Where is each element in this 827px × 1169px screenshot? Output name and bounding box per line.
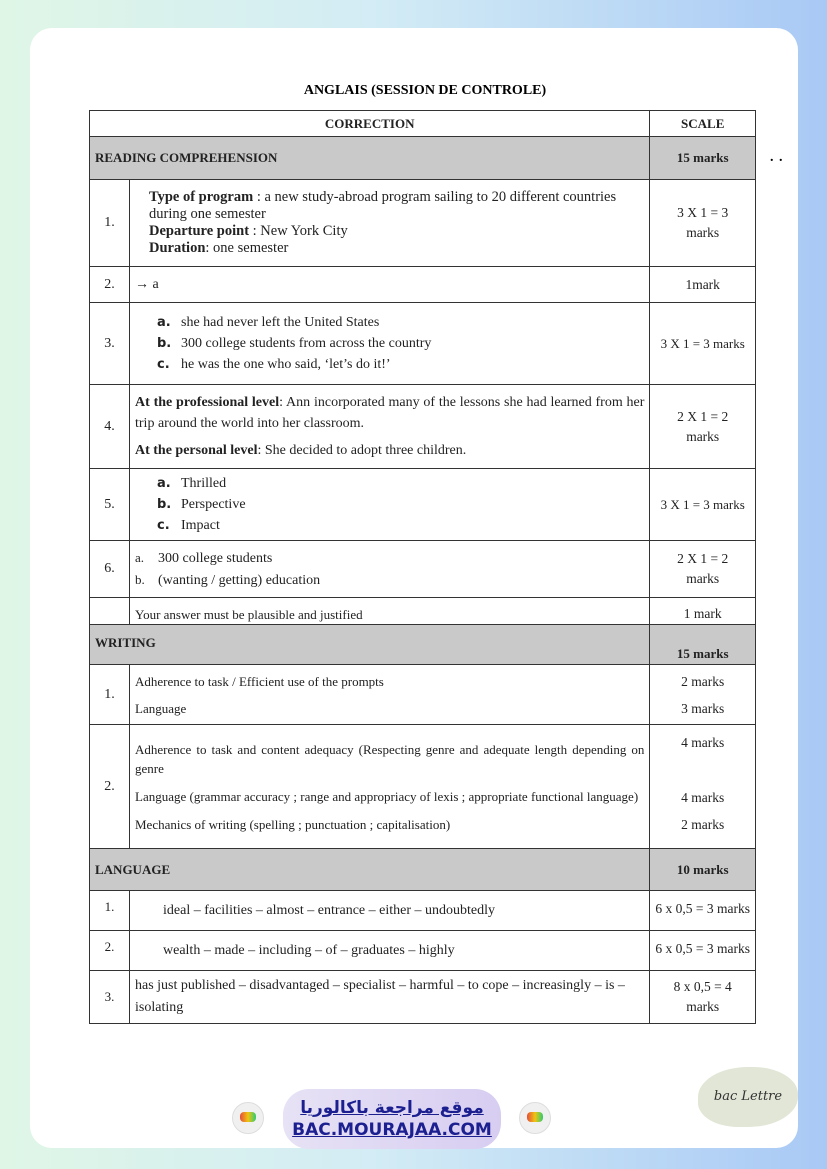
- q3-answer: [130, 303, 650, 385]
- language-label: LANGUAGE: [90, 849, 650, 891]
- row-number: 1.: [90, 180, 130, 267]
- criteria-line: Adherence to task and content adequacy (Respecting genre and adequate length depending on genre: [135, 741, 645, 776]
- writing-section-row: [90, 625, 756, 665]
- criteria-line: Mechanics of writing (spelling ; punctuation ; capitalisation): [135, 816, 451, 832]
- row-number: 1.: [90, 665, 130, 725]
- item-text: she had never left the United States: [181, 315, 380, 330]
- table-row: [90, 267, 756, 303]
- table-row: [90, 541, 756, 598]
- item-text: 300 college students from across the country: [181, 336, 432, 351]
- row-number: 5.: [90, 469, 130, 541]
- l3-scale: [650, 971, 756, 1024]
- type-label: Type of program: [149, 189, 254, 205]
- row-number: 3.: [90, 971, 130, 1024]
- q1-answer: [130, 180, 650, 267]
- row-number: [90, 598, 130, 625]
- reading-section-row: [90, 137, 756, 180]
- q7-scale: 1 mark: [650, 598, 756, 625]
- item-text: he was the one who said, ‘let’s do it!’: [181, 357, 391, 372]
- scale-line: 2 X 1 = 2: [677, 551, 729, 566]
- table-row: [90, 725, 756, 849]
- writing-label: WRITING: [90, 625, 650, 665]
- scale-line: 4 marks: [681, 735, 725, 750]
- w2-answer: [130, 725, 650, 849]
- q4-scale: [650, 385, 756, 469]
- scale-line: 2 X 1 = 2: [677, 408, 729, 424]
- arrow-icon: →: [135, 276, 149, 292]
- document-title: ANGLAIS (SESSION DE CONTROLE): [303, 83, 547, 98]
- table-row: [90, 598, 756, 625]
- site-arabic-name[interactable]: موقع مراجعة باكالوريا: [300, 1098, 484, 1118]
- table-row: [90, 971, 756, 1024]
- q4-answer: [130, 385, 650, 469]
- row-number: 3.: [90, 303, 130, 385]
- q5-answer: [130, 469, 650, 541]
- scale-line: 3 X 1 = 3: [677, 205, 729, 220]
- scale-line: marks: [686, 999, 720, 1014]
- w1-answer: [130, 665, 650, 725]
- professional-label: At the professional level: [135, 395, 280, 410]
- table-row: [90, 469, 756, 541]
- row-number: 2.: [90, 267, 130, 303]
- w1-scale: [650, 665, 756, 725]
- personal-text: : She decided to adopt three children.: [257, 443, 467, 458]
- item-label: a.: [157, 315, 171, 330]
- scale-line: 8 x 0,5 = 4: [673, 979, 732, 994]
- table-header-row: [90, 111, 756, 137]
- personal-label: At the personal level: [135, 443, 258, 458]
- l1-answer: ideal – facilities – almost – entrance – either – undoubtedly: [130, 891, 650, 931]
- table-row: [90, 303, 756, 385]
- l3-answer: has just published – disadvantaged – specialist – harmful – to cope – increasingly – is – isolating: [130, 971, 650, 1024]
- departure-label: Departure point: [149, 223, 250, 239]
- row-number: 2.: [90, 725, 130, 849]
- l1-scale: 6 x 0,5 = 3 marks: [650, 891, 756, 931]
- q6-answer: [130, 541, 650, 598]
- scale-line: 3 marks: [681, 700, 725, 716]
- scale-line: marks: [686, 225, 720, 240]
- table-row: [90, 931, 756, 971]
- table-row: [90, 385, 756, 469]
- scale-line: 2 marks: [681, 817, 725, 832]
- correction-table: [89, 110, 756, 1024]
- language-marks: 10 marks: [650, 849, 756, 891]
- bac-lettre-logo: bac Lettre: [698, 1067, 798, 1127]
- scale-line: 2 marks: [681, 673, 725, 689]
- writing-marks: 15 marks: [650, 625, 756, 665]
- departure-text: : New York City: [249, 223, 348, 239]
- item-label: a.: [135, 550, 145, 565]
- criteria-line: Adherence to task / Efficient use of the prompts: [135, 673, 384, 689]
- right-logo-icon: [519, 1102, 551, 1134]
- correction-header: CORRECTION: [90, 111, 650, 137]
- criteria-line: Language (grammar accuracy ; range and appropriacy of lexis ; appropriate functional language): [135, 788, 639, 804]
- row-number: 4.: [90, 385, 130, 469]
- w2-scale: [650, 725, 756, 849]
- table-row: [90, 891, 756, 931]
- item-label: a.: [157, 476, 171, 491]
- type-text: : a new study-abroad program sailing to 20 different countries during one semester: [149, 189, 617, 222]
- reading-marks: 15 marks: [650, 137, 756, 180]
- item-text: (wanting / getting) education: [158, 573, 321, 588]
- item-label: b.: [157, 336, 172, 351]
- scale-header: SCALE: [650, 111, 756, 137]
- item-text: Impact: [181, 518, 220, 533]
- row-number: 2.: [90, 931, 130, 971]
- criteria-line: Language: [135, 700, 187, 716]
- row-number: 6.: [90, 541, 130, 598]
- duration-text: : one semester: [205, 240, 289, 256]
- row-number: 1.: [90, 891, 130, 931]
- site-url[interactable]: BAC.MOURAJAA.COM: [292, 1120, 492, 1140]
- q5-scale: 3 X 1 = 3 marks: [650, 469, 756, 541]
- q2-scale: 1mark: [650, 267, 756, 303]
- duration-label: Duration: [149, 240, 206, 256]
- side-marks: . .: [770, 150, 784, 165]
- q1-scale: [650, 180, 756, 267]
- item-text: Thrilled: [181, 476, 227, 491]
- l2-answer: wealth – made – including – of – graduates – highly: [130, 931, 650, 971]
- item-label: c.: [157, 518, 170, 533]
- table-row: [90, 665, 756, 725]
- q3-scale: 3 X 1 = 3 marks: [650, 303, 756, 385]
- item-text: 300 college students: [158, 551, 273, 566]
- item-text: Perspective: [181, 497, 246, 512]
- table-row: [90, 180, 756, 267]
- item-label: b.: [157, 497, 172, 512]
- q7-answer: Your answer must be plausible and justified: [130, 598, 650, 625]
- professional-text: : Ann incorporated many of the lessons she had learned from her trip around the world into her classroom.: [135, 395, 645, 431]
- item-label: c.: [157, 357, 170, 372]
- language-section-row: [90, 849, 756, 891]
- scale-line: marks: [686, 428, 720, 444]
- q6-scale: [650, 541, 756, 598]
- item-label: b.: [135, 572, 145, 587]
- reading-label: READING COMPREHENSION: [90, 137, 650, 180]
- l2-scale: 6 x 0,5 = 3 marks: [650, 931, 756, 971]
- scale-line: 4 marks: [681, 790, 725, 805]
- site-badge[interactable]: [283, 1089, 501, 1149]
- scale-line: marks: [686, 571, 720, 586]
- q2-answer: [130, 267, 650, 303]
- left-logo-icon: [232, 1102, 264, 1134]
- q2-answer-text: a: [152, 276, 159, 292]
